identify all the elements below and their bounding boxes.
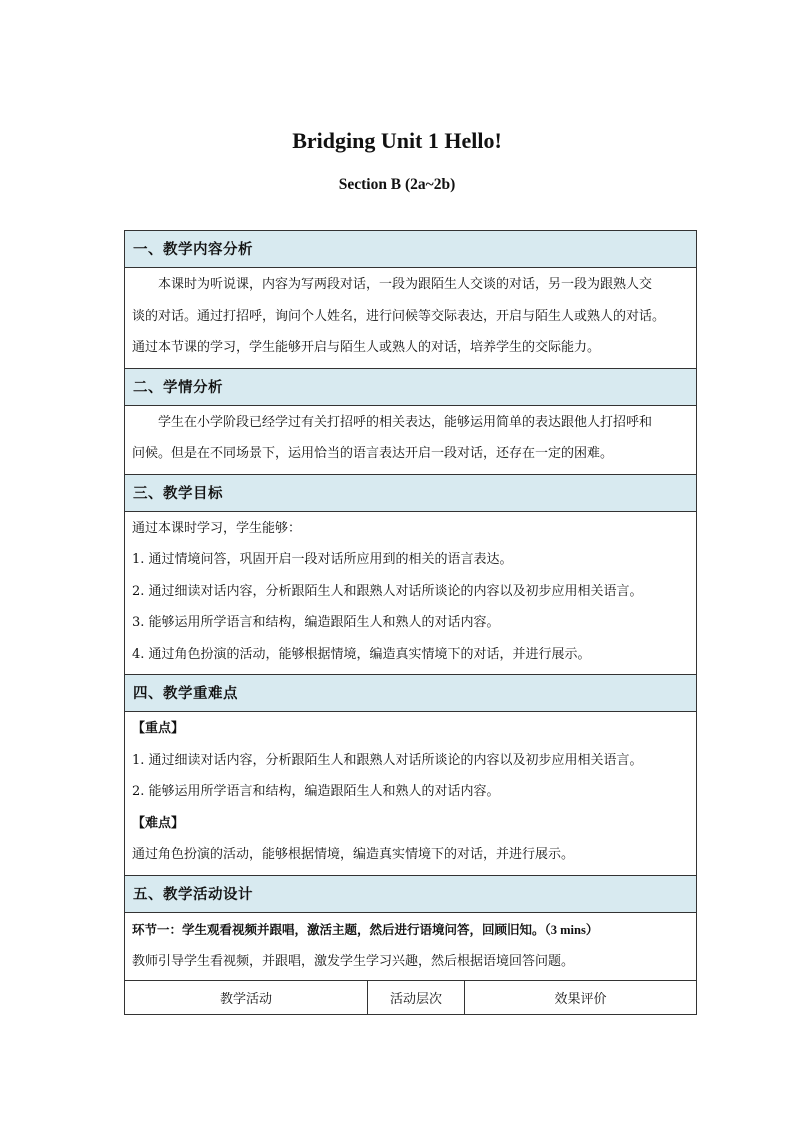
activity-table-header-row [125, 981, 696, 1014]
header-activity-level: 活动层次 [368, 981, 465, 1014]
lesson-plan-table [124, 230, 697, 1015]
step-one-title [132, 914, 689, 947]
document-subtitle: Section B (2a~2b) [338, 176, 456, 193]
difficult-point-text: 通过角色扮演的活动，能够根据情境，编造真实情境下的对话，并进行展示。 [132, 847, 575, 862]
objective-item: 1. 通过情境问答，巩固开启一段对话所应用到的相关的语言表达。 [132, 552, 513, 567]
section-heading-content-analysis: 一、教学内容分析 [125, 231, 696, 268]
paragraph-line: 本课时为听说课，内容为写两段对话，一段为跟陌生人交谈的对话，另一段为跟熟人交 [158, 277, 653, 292]
objectives-intro: 通过本课时学习，学生能够： [132, 520, 302, 536]
section-heading-student-analysis: 二、学情分析 [125, 369, 696, 406]
section-body-content-analysis [125, 268, 696, 369]
step-one-title-text: 环节一：学生观看视频并跟唱，激活主题，然后进行语境问答，回顾旧知。 [132, 921, 545, 937]
step-one-time: （3 mins） [544, 922, 599, 937]
objective-item: 3. 能够运用所学语言和结构，编造跟陌生人和熟人的对话内容。 [132, 615, 500, 630]
section-body-objectives [125, 512, 696, 676]
header-effect-evaluation: 效果评价 [554, 991, 607, 1007]
section-body-key-points [125, 712, 696, 876]
key-point-item: 2. 能够运用所学语言和结构，编造跟陌生人和熟人的对话内容。 [132, 784, 500, 799]
document-title: Bridging Unit 1 Hello! [292, 128, 502, 153]
header-teaching-activity: 教学活动 [125, 981, 368, 1014]
difficult-points-label: 【难点】 [132, 815, 185, 831]
paragraph-line: 问候。但是在不同场景下，运用恰当的语言表达开启一段对话，还存在一定的困难。 [132, 446, 614, 461]
step-one-description: 教师引导学生看视频，并跟唱，激发学生学习兴趣，然后根据语境回答问题。 [132, 954, 575, 969]
section-heading-activity-design: 五、教学活动设计 [125, 876, 696, 913]
objective-item: 2. 通过细读对话内容，分析跟陌生人和跟熟人对话所谈论的内容以及初步应用相关语言。 [132, 583, 643, 599]
key-points-label: 【重点】 [132, 721, 185, 736]
section-body-student-analysis [125, 406, 696, 475]
paragraph-line: 谈的对话。通过打招呼，询问个人姓名，进行问候等交际表达，开启与陌生人或熟人的对话。 [132, 308, 666, 324]
paragraph-line: 学生在小学阶段已经学过有关打招呼的相关表达，能够运用简单的表达跟他人打招呼和 [158, 414, 653, 430]
paragraph-line: 通过本节课的学习，学生能够开启与陌生人或熟人的对话，培养学生的交际能力。 [132, 340, 601, 355]
key-point-item: 1. 通过细读对话内容，分析跟陌生人和跟熟人对话所谈论的内容以及初步应用相关语言。 [132, 752, 643, 768]
section-heading-objectives: 三、教学目标 [125, 475, 696, 512]
section-heading-key-points: 四、教学重难点 [125, 675, 696, 712]
section-body-activity-design [125, 913, 696, 981]
objective-item: 4. 通过角色扮演的活动，能够根据情境，编造真实情境下的对话，并进行展示。 [132, 646, 591, 662]
